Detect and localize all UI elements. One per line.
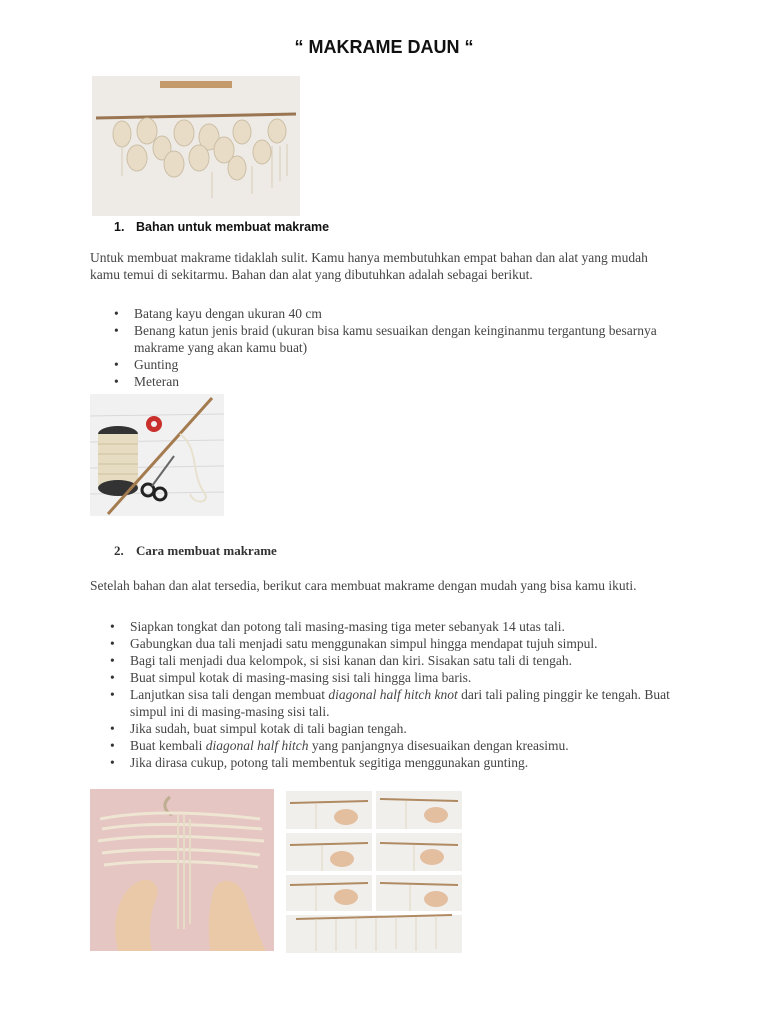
list-item: • Lanjutkan sisa tali dengan membuat diagonal half hitch knot dari tali paling pinggir ke tengah. Buat simpul ini di masing-masing sisi tali. xyxy=(108,686,678,720)
list-item: • Buat kembali diagonal half hitch yang panjangnya disesuaikan dengan kreasimu. xyxy=(108,737,678,754)
list-item: • Buat simpul kotak di masing-masing sisi tali hingga lima baris. xyxy=(108,669,678,686)
macrame-leaf-photo xyxy=(92,76,300,216)
list-item: • Bagi tali menjadi dua kelompok, si sisi kanan dan kiri. Sisakan satu tali di tengah. xyxy=(108,652,678,669)
steps-list xyxy=(108,618,678,771)
list-item: • Jika sudah, buat simpul kotak di tali bagian tengah. xyxy=(108,720,678,737)
section-1-intro: Untuk membuat makrame tidaklah sulit. Kamu hanya membutuhkan empat bahan dan alat yang mudah kamu temui di sekitarmu. Bahan dan alat yang dibutuhkan adalah sebagai berikut. xyxy=(90,250,648,282)
list-item: • Benang katun jenis braid (ukuran bisa kamu sesuaikan dengan keinginanmu tergantung besarnya makrame yang akan kamu buat) xyxy=(112,322,672,356)
knotting-hands-photo xyxy=(90,789,274,951)
section-2-heading: 2. Cara membuat makrame xyxy=(114,543,277,558)
section-1-heading: 1. Bahan untuk membuat makrame xyxy=(114,220,330,234)
list-item: • Batang kayu dengan ukuran 40 cm xyxy=(112,305,672,322)
list-item: • Gunting xyxy=(112,356,672,373)
document-title: “ MAKRAME DAUN “ xyxy=(294,37,474,57)
list-item: • Siapkan tongkat dan potong tali masing-masing tiga meter sebanyak 14 utas tali. xyxy=(108,618,678,635)
list-item: • Meteran xyxy=(112,373,672,390)
steps-grid-photo xyxy=(286,791,462,953)
materials-list xyxy=(112,305,672,390)
materials-photo xyxy=(90,394,224,516)
list-item: • Jika dirasa cukup, potong tali membentuk segitiga menggunakan gunting. xyxy=(108,754,678,771)
section-2-intro: Setelah bahan dan alat tersedia, berikut cara membuat makrame dengan mudah yang bisa kamu ikuti. xyxy=(90,578,637,593)
list-item: • Gabungkan dua tali menjadi satu menggunakan simpul hingga mendapat tujuh simpul. xyxy=(108,635,678,652)
